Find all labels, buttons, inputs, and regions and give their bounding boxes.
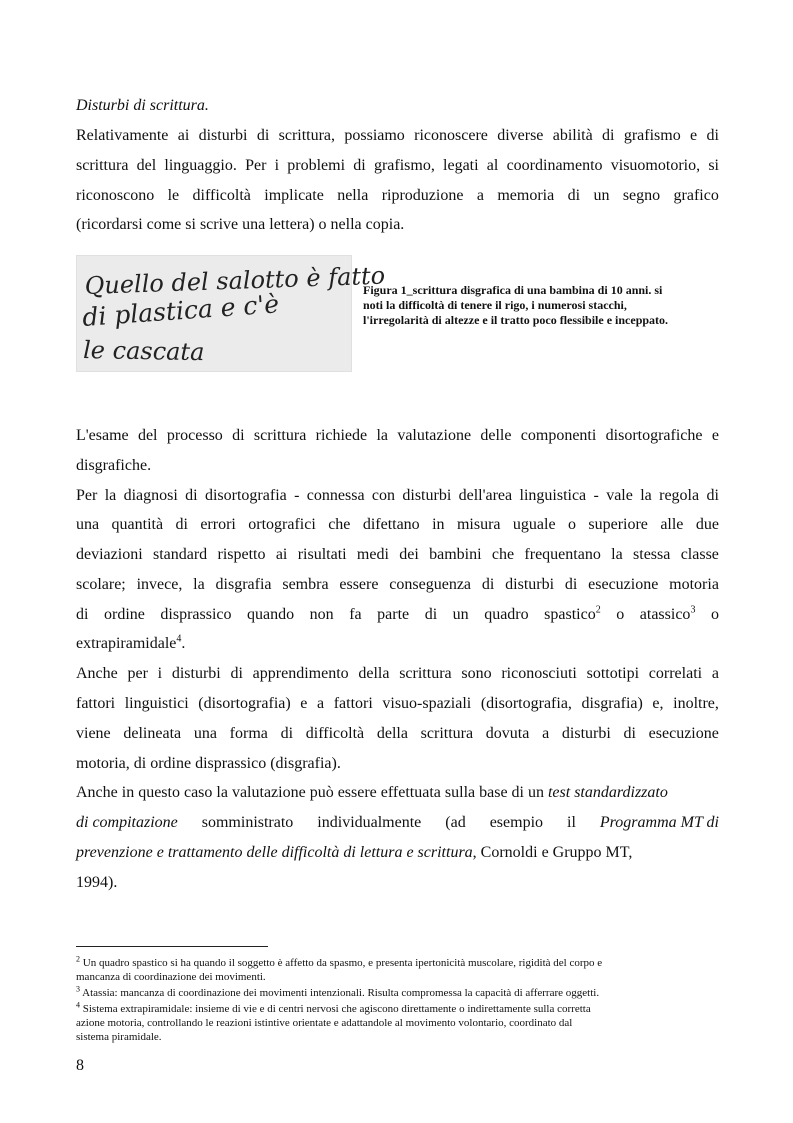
word: visuomotorio, [610, 157, 701, 174]
word: le [167, 187, 180, 204]
word: e [711, 427, 719, 444]
word: sottotipi [586, 665, 640, 682]
footnote-2-line1: $^2$ Un quadro spastico si ha quando il soggetto è affetto da spasmo, e presenta ipertonicità muscolare, rigidità del corpo e [76, 954, 603, 969]
word: diagnosi [123, 487, 178, 504]
word: si [708, 157, 719, 174]
word: coordinamento [506, 157, 603, 174]
word: bambini [429, 546, 482, 563]
word: e, [652, 695, 664, 712]
figure-caption-line3: l'irregolarità di altezze e il tratto poco flessibile e inceppato. [363, 313, 669, 327]
word: regola [659, 487, 700, 504]
word: linguistici [124, 695, 189, 712]
para3-line1 [76, 486, 719, 506]
word: la [640, 487, 652, 504]
word: nella [337, 187, 369, 204]
handwriting-line1: Quello del salotto è fatto [84, 261, 386, 300]
word: e [690, 127, 698, 144]
word: invece, [136, 576, 183, 593]
word: linguaggio. [164, 157, 237, 174]
para4-line1 [76, 664, 719, 684]
para5-line3: prevenzione e trattamento delle difficoltà di lettura e scrittura, Cornoldi e Gruppo MT, [76, 844, 633, 861]
word: al [486, 157, 499, 174]
footnote-3: $^3$ Atassia: mancanza di coordinazione dei movimenti intenzionali. Risulta compromessa la capacità di afferrare oggetti. [76, 984, 600, 999]
word: la [104, 487, 117, 504]
word: disortografia [204, 487, 287, 504]
word: fattori [333, 695, 373, 712]
word: diverse [497, 127, 544, 144]
word: i [274, 157, 280, 174]
word: conseguenza [389, 576, 472, 593]
word: disgrafia [215, 576, 272, 593]
footnote-separator [76, 946, 268, 947]
word: risultati [297, 546, 347, 563]
footnote-ref-3[interactable]: 3 [690, 604, 696, 616]
word: riconoscono [76, 187, 155, 204]
para1-line4: (ricordarsi come si scrive una lettera) o nella copia. [76, 216, 405, 233]
word: esecuzione [648, 725, 719, 742]
figure-caption-line1: Figura 1_scrittura disgrafica di una bambina di 10 anni. si [363, 283, 663, 297]
handwriting-line2: di plastica e c'è [81, 289, 280, 332]
word: di [232, 427, 245, 444]
para2-line1 [76, 426, 719, 446]
footnote-2-line2: mancanza di coordinazione dei movimenti. [76, 971, 266, 983]
word: inoltre, [673, 695, 719, 712]
word: di [230, 665, 243, 682]
word: segno [622, 187, 661, 204]
word: e [300, 695, 308, 712]
word: standard [152, 546, 208, 563]
word: di [706, 487, 719, 504]
word: superiore [588, 516, 648, 533]
word: i [157, 665, 163, 682]
footnote-ref-4[interactable]: 4 [176, 633, 182, 645]
word: scrittura [399, 665, 452, 682]
word: Relativamente [76, 127, 169, 144]
word: in [432, 516, 445, 533]
word: con [371, 487, 396, 504]
word: motoria [669, 576, 719, 593]
word: valutazione [397, 427, 472, 444]
word: sembra [282, 576, 329, 593]
para3-line2 [76, 515, 719, 535]
word: a [711, 665, 719, 682]
word: scrittura [420, 725, 474, 742]
word: la [376, 427, 388, 444]
word: delle [480, 427, 512, 444]
word: legati [443, 157, 479, 174]
word: deviazioni [76, 546, 143, 563]
word: a [542, 725, 550, 742]
word: vale [606, 487, 633, 504]
word: frequentano [524, 546, 601, 563]
word: del [137, 427, 158, 444]
para1-line1 [76, 126, 719, 146]
word: una [193, 725, 217, 742]
word: stessa [633, 546, 671, 563]
word: di [175, 516, 188, 533]
word: alle [660, 516, 684, 533]
para5-line1: Anche in questo caso la valutazione può essere effettuata sulla base di un test standardizzato [76, 784, 668, 801]
para2-line2: disgrafiche. [76, 457, 152, 474]
word: di [602, 127, 615, 144]
word: - [593, 487, 599, 504]
word: a [476, 187, 484, 204]
word: implicate [264, 187, 324, 204]
word: scrittura [253, 427, 307, 444]
word: componenti [520, 427, 597, 444]
word: forma [229, 725, 268, 742]
footnote-4-line1: $^4$ Sistema extrapiramidale: insieme di vie e di centri nervosi che agiscono direttamente o indirettamente sulla corretta [76, 1000, 591, 1015]
word: rispetto [217, 546, 266, 563]
word: possiamo [344, 127, 405, 144]
word: ortografici [248, 516, 316, 533]
word: visuo-spaziali [382, 695, 472, 712]
para3-line3 [76, 545, 719, 565]
word: di [706, 127, 719, 144]
figure-caption-line2: noti la difficoltà di tenere il rigo, i numerosi stacchi, [363, 298, 627, 312]
word: ai [275, 546, 288, 563]
handwriting-line3: le cascata [82, 336, 205, 367]
para1-line2 [76, 156, 719, 176]
word: dell'area [458, 487, 513, 504]
para5-line2: di compitazione somministrato individualmente (ad esempio il Programma MT di [76, 814, 719, 831]
word: riproduzione [381, 187, 464, 204]
word: misura [456, 516, 501, 533]
para3-line4 [76, 575, 719, 595]
word: di [185, 487, 198, 504]
word: due [695, 516, 719, 533]
word: difettano [362, 516, 420, 533]
word: correlati [648, 665, 703, 682]
word: connessa [306, 487, 365, 504]
para3-line6: extrapiramidale$^4$. [76, 633, 186, 652]
word: la [193, 576, 205, 593]
word: disturbi [505, 576, 555, 593]
word: ai [177, 127, 190, 144]
para4-line4: motoria, di ordine disprassico (disgrafia). [76, 755, 341, 772]
page-number: 8 [76, 1057, 84, 1074]
word: apprendimento [252, 665, 349, 682]
word: difficoltà [192, 187, 251, 204]
word: Per [76, 487, 98, 504]
word: quantità [111, 516, 164, 533]
para4-line2 [76, 694, 719, 714]
word: riconosciuti [501, 665, 577, 682]
word: richiede [315, 427, 368, 444]
handwriting-sample-image [76, 255, 386, 372]
handwriting-drawing [77, 256, 386, 371]
word: la [611, 546, 623, 563]
word: una [76, 516, 100, 533]
word: (disortografia, [480, 695, 572, 712]
word: scrittura, [278, 127, 336, 144]
word: essere [339, 576, 379, 593]
word: disturbi [402, 487, 452, 504]
word: (disortografia) [198, 695, 291, 712]
word: che [491, 546, 515, 563]
word: disortografiche [605, 427, 703, 444]
word: grafismo [623, 127, 681, 144]
word: Anche [76, 665, 118, 682]
word: un [593, 187, 610, 204]
word: di [256, 127, 270, 144]
word: disturbi [171, 665, 221, 682]
word: di [564, 576, 578, 593]
word: fattori [76, 695, 116, 712]
word: viene [76, 725, 111, 742]
word: della [376, 725, 408, 742]
para3-line5: di ordine disprassico quando non fa parte di un quadro spastico$^2$ o atassico$^3$ o [76, 604, 719, 623]
word: grafismo, [373, 157, 435, 174]
word: o [567, 516, 576, 533]
word: che [328, 516, 351, 533]
word: dei [399, 546, 419, 563]
word: linguistica [519, 487, 587, 504]
word: Per [245, 157, 267, 174]
word: scrittura [76, 157, 129, 174]
word: medi [356, 546, 389, 563]
word: dovuta [485, 725, 530, 742]
word: processo [166, 427, 223, 444]
word: errori [200, 516, 236, 533]
word: sono [461, 665, 492, 682]
word: per [127, 665, 148, 682]
word: delineata [123, 725, 182, 742]
footnote-ref-2[interactable]: 2 [595, 604, 601, 616]
para5-line4: 1994). [76, 874, 118, 891]
word: L'esame [76, 427, 129, 444]
word: della [358, 665, 390, 682]
word: disgrafia) [581, 695, 643, 712]
word: problemi [287, 157, 346, 174]
word: - [294, 487, 300, 504]
word: del [136, 157, 157, 174]
word: uguale [512, 516, 556, 533]
section-title: Disturbi di scrittura. [76, 97, 209, 114]
word: di [623, 725, 636, 742]
word: di [567, 187, 581, 204]
word: grafico [673, 187, 719, 204]
word: disturbi [561, 725, 611, 742]
word: memoria [497, 187, 555, 204]
word: di [481, 576, 495, 593]
word: riconoscere [414, 127, 488, 144]
word: disturbi [198, 127, 248, 144]
para1-line3 [76, 186, 719, 206]
word: di [353, 157, 366, 174]
word: a [316, 695, 325, 712]
footnote-4-line3: sistema piramidale. [76, 1031, 162, 1043]
word: esecuzione [588, 576, 659, 593]
word: classe [680, 546, 719, 563]
para4-line3 [76, 724, 719, 744]
word: scolare; [76, 576, 126, 593]
word: di [280, 725, 294, 742]
word: difficoltà [305, 725, 365, 742]
footnote-4-line2: azione motoria, controllando le reazioni istintive orientate e adattandole al movimento volontario, coordinato dal [76, 1017, 573, 1029]
word: abilità [552, 127, 593, 144]
